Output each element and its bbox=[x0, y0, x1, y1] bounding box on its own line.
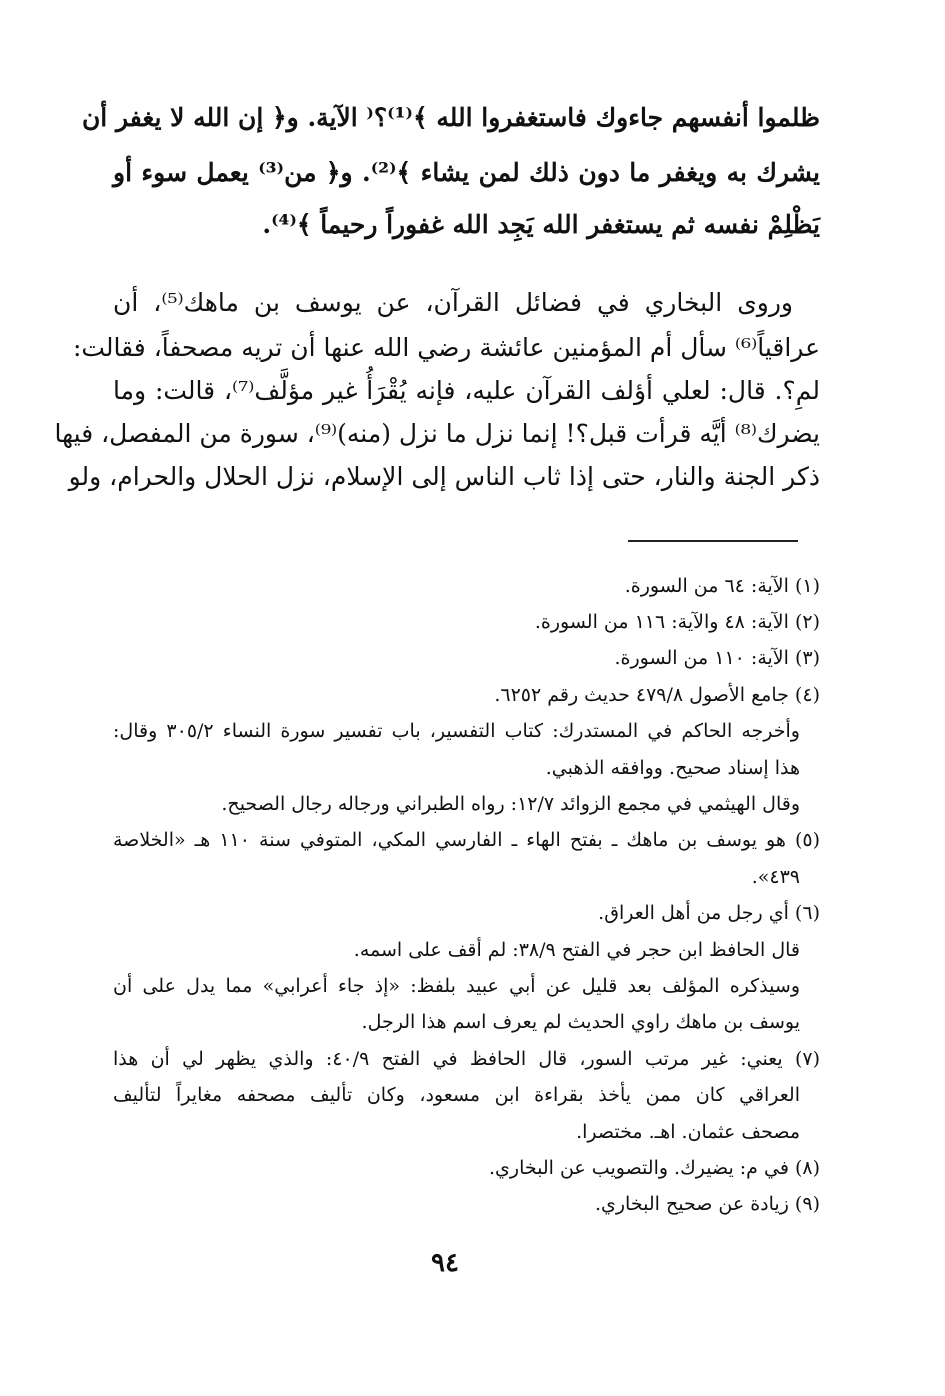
footnote-3: (٣) الآية: ١١٠ من السورة. bbox=[614, 647, 820, 669]
footnote-8: (٨) في م: يضيرك. والتصويب عن البخاري. bbox=[488, 1157, 820, 1179]
footnote-2: (٢) الآية: ٤٨ والآية: ١١٦ من السورة. bbox=[534, 611, 820, 633]
footnote-4-line-2: وأخرجه الحاكم في المستدرك: كتاب التفسير، باب تفسير سورة النساء ٣٠٥/٢ وقال: bbox=[113, 720, 800, 742]
footnote-7: (٧) يعني: غير مرتب السور، قال الحافظ في الفتح ٤٠/٩: والذي يظهر لي أن هذا bbox=[113, 1048, 821, 1070]
footnote-6-line-2: قال الحافظ ابن حجر في الفتح ٣٨/٩: لم أقف على اسمه. bbox=[353, 939, 800, 961]
footnote-4-line-3: هذا إسناد صحيح. ووافقه الذهبي. bbox=[545, 757, 800, 779]
footnote-6-line-4: يوسف بن ماهك راوي الحديث لم يعرف اسم هذا الرجل. bbox=[361, 1011, 800, 1033]
footnote-6-line-3: وسيذكره المؤلف بعد قليل عن أبي عبيد بلفظ: «إذ جاء أعرابي» مما يدل على أن bbox=[113, 975, 800, 997]
quran-line-2: يشرك به ويغفر ما دون ذلك لمن يشاء ﴾⁽²⁾. و﴿ من⁽³⁾ يعمل سوء أو bbox=[113, 158, 821, 187]
footnote-5: (٥) هو يوسف بن ماهك ـ بفتح الهاء ـ الفارسي المكي، المتوفي سنة ١١٠ هـ «الخلاصة bbox=[113, 829, 821, 851]
footnote-9: (٩) زيادة عن صحيح البخاري. bbox=[594, 1193, 820, 1215]
footnote-7-line-3: مصحف عثمان. اهـ. مختصرا. bbox=[576, 1121, 800, 1143]
footnote-separator bbox=[628, 540, 798, 542]
paragraph-line-3: لمِ؟. قال: لعلي أؤلف القرآن عليه، فإنه يُقْرَأُ غير مؤلَّف⁽⁷⁾، قالت: وما bbox=[113, 376, 820, 405]
paragraph-line-5: ذكر الجنة والنار، حتى إذا ثاب الناس إلى الإسلام، نزل الحلال والحرام، ولو bbox=[68, 462, 820, 491]
footnote-7-line-2: العراقي كان ممن يأخذ بقراءة ابن مسعود، وكان تأليف مصحفه مغايراً لتأليف bbox=[113, 1084, 800, 1106]
footnote-6: (٦) أي رجل من أهل العراق. bbox=[598, 902, 820, 924]
quran-line-3: يَظْلِمْ نفسه ثم يستغفر الله يَجِد الله غفوراً رحيماً ﴾⁽⁴⁾. bbox=[262, 210, 820, 239]
quran-line-1: ظلموا أنفسهم جاءوك فاستغفروا الله ﴾⁽¹⁾؟⁽ الآية. و﴿ إن الله لا يغفر أن bbox=[81, 103, 820, 132]
page-number: ٩٤ bbox=[431, 1248, 459, 1278]
paragraph-line-1: وروى البخاري في فضائل القرآن، عن يوسف بن ماهك⁽⁵⁾، أن bbox=[113, 288, 793, 317]
footnote-4-line-4: وقال الهيثمي في مجمع الزوائد ١٢/٧: رواه الطبراني ورجاله رجال الصحيح. bbox=[221, 793, 800, 815]
paragraph-line-4: يضرك⁽⁸⁾ أيَّه قرأت قبل؟! إنما نزل ما نزل (منه)⁽⁹⁾، سورة من المفصل، فيها bbox=[54, 419, 820, 448]
footnote-1: (١) الآية: ٦٤ من السورة. bbox=[624, 575, 820, 597]
footnote-5-line-2: ٤٣٩». bbox=[751, 866, 800, 888]
paragraph-line-2: عراقياً⁽⁶⁾ سأل أم المؤمنين عائشة رضي الله عنها أن تريه مصحفاً، فقالت: bbox=[72, 333, 820, 362]
footnote-4: (٤) جامع الأصول ٤٧٩/٨ حديث رقم ٦٢٥٢. bbox=[494, 684, 820, 706]
